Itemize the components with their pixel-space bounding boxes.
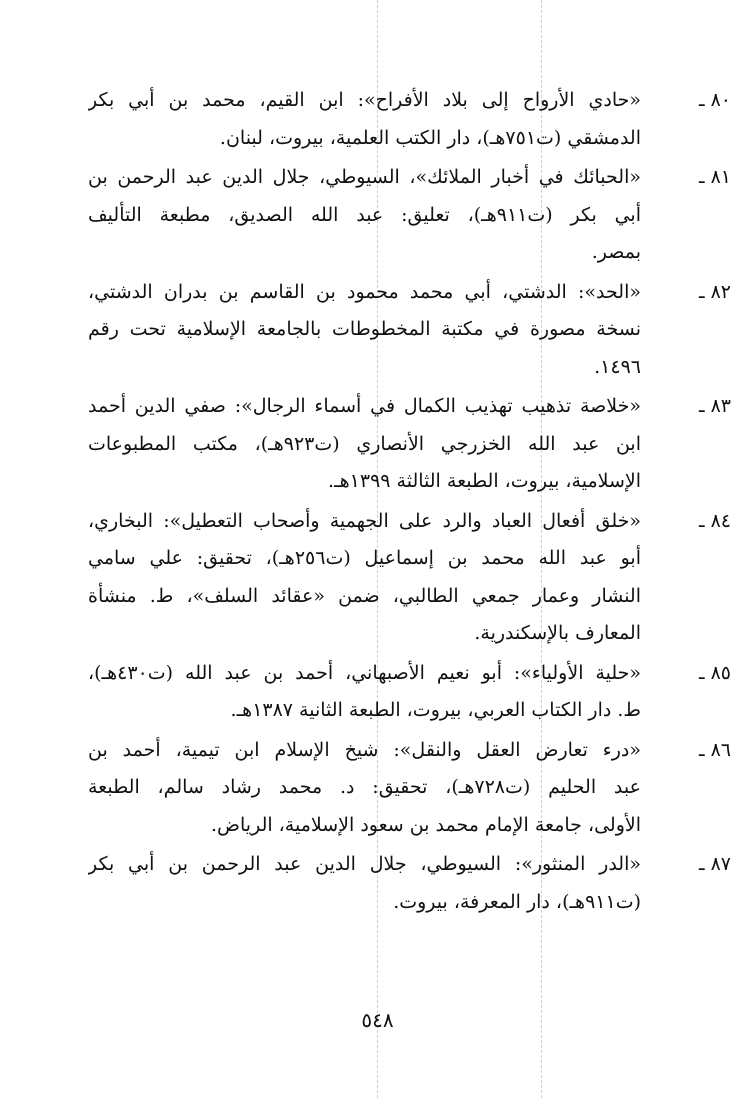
entry-line: أبي بكر (ت٩١١هـ)، تعليق: عبد الله الصديق، مطبعة التأليف — [88, 203, 641, 226]
entry-line: ١٤٩٦. — [594, 355, 641, 378]
entry-line: «الدر المنثور»: السيوطي، جلال الدين عبد الرحمن بن أبي بكر — [88, 853, 641, 875]
entry-line: الإسلامية، بيروت، الطبعة الثالثة ١٣٩٩هـ. — [328, 470, 641, 492]
entry-line: «حادي الأرواح إلى بلاد الأفراح»: ابن القيم، محمد بن أبي بكر — [88, 89, 641, 111]
entry-line: نسخة مصورة في مكتبة المخطوطات بالجامعة الإسلامية تحت رقم — [88, 318, 641, 340]
bibliography-list — [88, 82, 731, 921]
entry-line: الأولى، جامعة الإمام محمد بن سعود الإسلامية، الرياض. — [211, 813, 641, 836]
entry-line: بمصر. — [591, 241, 641, 263]
bibliography-entry-87 — [88, 846, 731, 921]
entry-line: ط. دار الكتاب العربي، بيروت، الطبعة الثانية ١٣٨٧هـ. — [230, 699, 641, 721]
entry-line: «الحبائك في أخبار الملائك»، السيوطي، جلال الدين عبد الرحمن بن — [88, 166, 641, 188]
entry-number: ٨١ ـ — [698, 166, 731, 188]
entry-line: «خلق أفعال العباد والرد على الجهمية وأصحاب التعطيل»: البخاري، — [88, 509, 641, 532]
entry-line: «حلية الأولياء»: أبو نعيم الأصبهاني، أحمد بن عبد الله (ت٤٣٠هـ)، — [88, 661, 641, 684]
entry-line: ابن عبد الله الخزرجي الأنصاري (ت٩٢٣هـ)، مكتب المطبوعات — [88, 432, 641, 455]
entry-line: الدمشقي (ت٧٥١هـ)، دار الكتب العلمية، بيروت، لبنان. — [219, 126, 641, 149]
bibliography-entry-81 — [88, 159, 731, 272]
entry-line: «خلاصة تذهيب تهذيب الكمال في أسماء الرجال»: صفي الدين أحمد — [88, 395, 641, 417]
entry-number: ٨٦ ـ — [698, 738, 731, 761]
entry-line: «درء تعارض العقل والنقل»: شيخ الإسلام ابن تيمية، أحمد بن — [88, 738, 641, 761]
entry-line: «الحد»: الدشتي، أبي محمد محمود بن القاسم بن بدران الدشتي، — [88, 280, 641, 303]
bibliography-entry-80 — [88, 82, 731, 157]
entry-number: ٨٢ ـ — [698, 280, 731, 303]
bibliography-entry-83 — [88, 388, 731, 501]
entry-number: ٨٤ ـ — [698, 509, 731, 532]
bibliography-entry-86 — [88, 732, 731, 845]
page-number: ٥٤٨ — [361, 1008, 394, 1032]
entry-number: ٨٧ ـ — [698, 853, 731, 875]
entry-number: ٨٣ ـ — [698, 395, 731, 417]
entry-line: المعارف بالإسكندرية. — [474, 622, 641, 644]
entry-line: (ت٩١١هـ)، دار المعرفة، بيروت. — [393, 890, 641, 913]
bibliography-entry-82 — [88, 274, 731, 387]
bibliography-entry-84 — [88, 503, 731, 653]
entry-number: ٨٥ ـ — [698, 661, 731, 684]
entry-line: النشار وعمار جمعي الطالبي، ضمن «عقائد السلف»، ط. منشأة — [88, 584, 641, 607]
entry-number: ٨٠ ـ — [698, 89, 731, 111]
bibliography-entry-85 — [88, 655, 731, 730]
entry-line: عبد الحليم (ت٧٢٨هـ)، تحقيق: د. محمد رشاد سالم، الطبعة — [88, 776, 641, 798]
entry-line: أبو عبد الله محمد بن إسماعيل (ت٢٥٦هـ)، تحقيق: علي سامي — [88, 547, 641, 569]
